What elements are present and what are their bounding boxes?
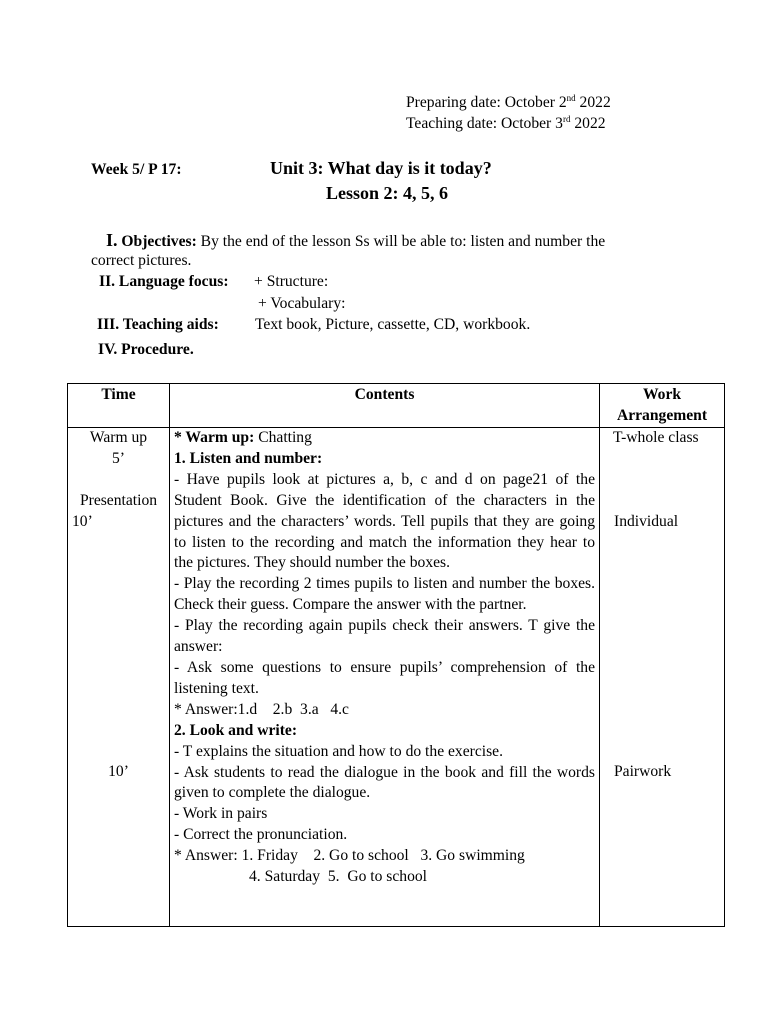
look-step-1: - T explains the situation and how to do the exercise. [174,742,503,760]
procedure-label: IV. Procedure. [98,341,194,358]
time-presentation: Presentation [79,491,158,509]
language-focus-label: II. Language focus: [99,273,229,290]
week-label: Week 5/ P 17: [91,161,182,178]
unit-title: Unit 3: What day is it today? [270,158,492,178]
time-look-write-minutes: 10’ [108,763,129,781]
objectives-line [106,230,605,251]
work-individual: Individual [614,512,679,530]
contents-cell [170,428,600,927]
listen-step-1: - Have pupils look at pictures a, b, c and d on page21 of the Student Book. Give the identification of the characters in the pictures and the characters’ words. Tell pupils that they are going to listen to the recording and match the information they hear to the pictures. They should number the boxes. [174,470,595,572]
time-warmup-minutes: 5’ [112,449,125,467]
language-vocabulary: + Vocabulary: [258,295,346,312]
objectives-number: I. [106,230,118,250]
header-contents: Contents [170,384,600,428]
time-presentation-minutes: 10’ [72,512,93,530]
look-write-heading: 2. Look and write: [174,721,298,739]
look-step-3: - Work in pairs [174,805,268,823]
objectives-text-cont: correct pictures. [91,252,192,269]
procedure-table [67,383,725,927]
time-cell [68,428,170,927]
listen-step-2: - Play the recording 2 times pupils to listen and number the boxes. Check their guess. Compare the answer with the partner. [174,575,595,614]
lesson-title: Lesson 2: 4, 5, 6 [326,183,449,203]
listen-step-3: - Play the recording again pupils check their answers. T give the answer: [174,617,595,656]
warmup-line: * Warm up: Chatting [174,429,312,446]
teaching-date: Teaching date: October 3rd 2022 [406,114,606,132]
teaching-aids-label: III. Teaching aids: [97,316,219,333]
table-row [68,428,725,927]
work-whole-class: T-whole class [613,429,699,446]
look-step-2: - Ask students to read the dialogue in the book and fill the words given to complete the dialogue. [174,763,595,802]
work-cell [600,428,725,927]
objectives-text: By the end of the lesson Ss will be able to: listen and number the [196,233,606,250]
listen-answer: * Answer:1.d 2.b 3.a 4.c [174,700,349,718]
time-warmup: Warm up [89,429,148,446]
language-structure: + Structure: [254,273,329,290]
look-answer-line2: 4. Saturday 5. Go to school [249,868,428,886]
objectives-label: Objectives: [121,233,197,250]
work-pairwork: Pairwork [614,763,672,781]
listen-step-4: - Ask some questions to ensure pupils’ comprehension of the listening text. [174,658,595,697]
header-time: Time [68,384,170,428]
preparing-date: Preparing date: October 2nd 2022 [406,93,611,111]
look-answer-line1: * Answer: 1. Friday 2. Go to school 3. Go swimming [174,847,525,865]
look-step-4: - Correct the pronunciation. [174,826,348,844]
listen-number-heading: 1. Listen and number: [174,449,323,467]
table-header-row [68,384,725,428]
teaching-aids-text: Text book, Picture, cassette, CD, workbook. [255,316,531,333]
header-work-arrangement: Work Arrangement [600,384,725,428]
